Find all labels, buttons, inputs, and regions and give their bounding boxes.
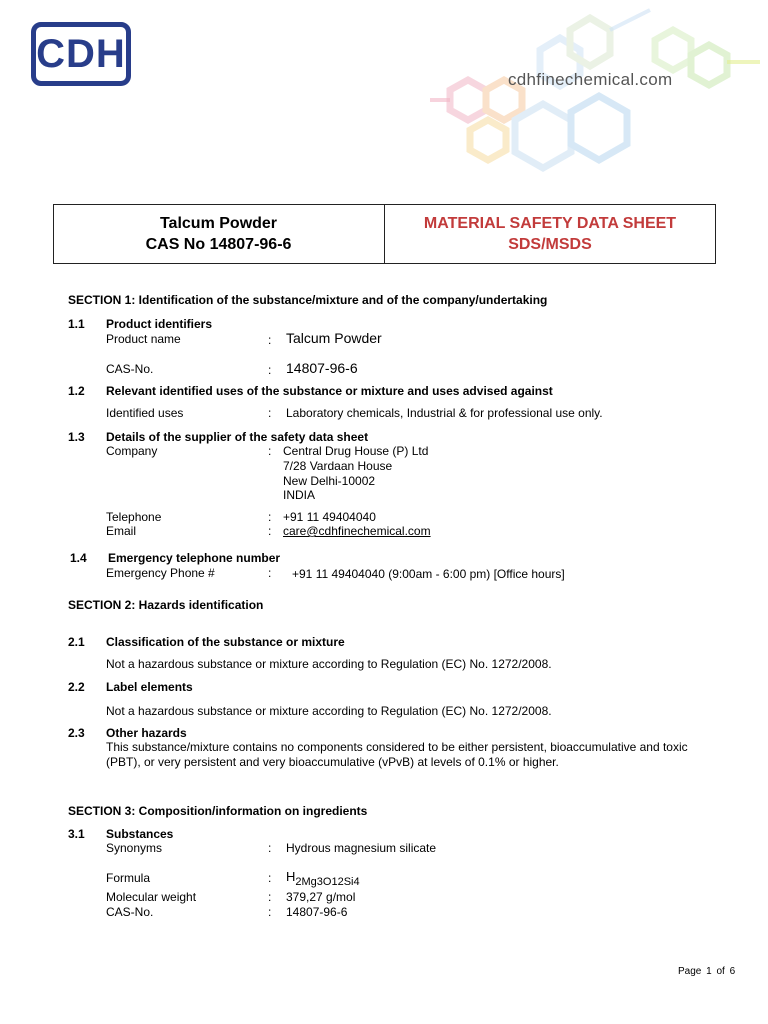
cas-label-s3: CAS-No. bbox=[106, 905, 154, 919]
colon: : bbox=[268, 871, 272, 885]
s12-number: 1.2 bbox=[68, 384, 85, 398]
email-label: Email bbox=[106, 524, 137, 538]
company-label: Company bbox=[106, 444, 158, 458]
website-url: cdhfinechemical.com bbox=[508, 70, 673, 89]
molecular-weight-label: Molecular weight bbox=[106, 890, 197, 904]
colon: : bbox=[268, 406, 272, 420]
colon: : bbox=[268, 363, 272, 377]
s11-number: 1.1 bbox=[68, 317, 85, 331]
colon: : bbox=[268, 566, 272, 580]
product-name-value: Talcum Powder bbox=[286, 330, 382, 346]
s31-number: 3.1 bbox=[68, 827, 85, 841]
s14-title: Emergency telephone number bbox=[108, 551, 281, 565]
synonyms-value: Hydrous magnesium silicate bbox=[286, 841, 437, 855]
section3-heading: SECTION 3: Composition/information on ingredients bbox=[68, 804, 368, 818]
formula-label: Formula bbox=[106, 871, 151, 885]
formula-value bbox=[286, 869, 360, 888]
identified-uses-value: Laboratory chemicals, Industrial & for professional use only. bbox=[286, 406, 603, 420]
company-line-1: Central Drug House (P) Ltd bbox=[283, 444, 429, 458]
page-number: Page 1 of 6 bbox=[678, 966, 736, 977]
colon: : bbox=[268, 841, 272, 855]
s31-title: Substances bbox=[106, 827, 174, 841]
formula-main: H bbox=[286, 869, 296, 884]
product-title: Talcum Powder bbox=[159, 215, 278, 232]
header-product bbox=[53, 213, 384, 255]
s23-title: Other hazards bbox=[106, 726, 187, 740]
s23-text: This substance/mixture contains no components considered to be either persistent, bioaccumulative and toxic (PBT), or very persistent and very bioaccumulative (vPvB) at levels of 0.1% or higher. bbox=[106, 740, 688, 769]
s22-number: 2.2 bbox=[68, 680, 85, 694]
logo-text: CDH bbox=[36, 32, 126, 76]
s13-number: 1.3 bbox=[68, 430, 85, 444]
s11-title: Product identifiers bbox=[106, 317, 213, 331]
msds-title: MATERIAL SAFETY DATA SHEET bbox=[423, 215, 677, 232]
emergency-phone-number: +91 11 49404040 bbox=[292, 567, 385, 581]
emergency-phone-hours: (9:00am - 6:00 pm) [Office hours] bbox=[388, 567, 565, 581]
cas-value: 14807-96-6 bbox=[286, 360, 358, 376]
colon: : bbox=[268, 510, 272, 524]
s23-number: 2.3 bbox=[68, 726, 85, 740]
emergency-phone-label: Emergency Phone # bbox=[106, 566, 215, 580]
product-cas: CAS No 14807-96-6 bbox=[145, 236, 292, 253]
section2-heading: SECTION 2: Hazards identification bbox=[68, 598, 264, 612]
section1-heading: SECTION 1: Identification of the substance/mixture and of the company/undertaking bbox=[68, 293, 548, 307]
colon: : bbox=[268, 444, 272, 458]
formula-subscript: 2Mg3O12Si4 bbox=[295, 876, 360, 888]
molecule-decoration bbox=[420, 0, 768, 200]
s12-title: Relevant identified uses of the substance or mixture and uses advised against bbox=[106, 384, 553, 398]
emergency-phone-value bbox=[292, 567, 565, 581]
cas-value-s3: 14807-96-6 bbox=[286, 905, 348, 919]
company-line-3: New Delhi-10002 bbox=[283, 474, 376, 488]
s21-text: Not a hazardous substance or mixture according to Regulation (EC) No. 1272/2008. bbox=[106, 657, 552, 671]
cas-label: CAS-No. bbox=[106, 362, 154, 376]
msds-subtitle: SDS/MSDS bbox=[508, 236, 592, 253]
synonyms-label: Synonyms bbox=[106, 841, 163, 855]
header-title bbox=[384, 213, 716, 255]
colon: : bbox=[268, 905, 272, 919]
company-line-4: INDIA bbox=[283, 488, 316, 502]
s21-number: 2.1 bbox=[68, 635, 85, 649]
colon: : bbox=[268, 333, 272, 347]
s13-title: Details of the supplier of the safety data sheet bbox=[106, 430, 369, 444]
s22-text: Not a hazardous substance or mixture according to Regulation (EC) No. 1272/2008. bbox=[106, 704, 552, 718]
product-name-label: Product name bbox=[106, 332, 181, 346]
s22-title: Label elements bbox=[106, 680, 193, 694]
colon: : bbox=[268, 524, 272, 538]
s21-title: Classification of the substance or mixture bbox=[106, 635, 345, 649]
telephone-label: Telephone bbox=[106, 510, 162, 524]
colon: : bbox=[268, 890, 272, 904]
identified-uses-label: Identified uses bbox=[106, 406, 184, 420]
molecular-weight-value: 379,27 g/mol bbox=[286, 890, 356, 904]
email-link[interactable]: care@cdhfinechemical.com bbox=[283, 524, 431, 538]
company-line-2: 7/28 Vardaan House bbox=[283, 459, 393, 473]
s14-number: 1.4 bbox=[70, 551, 87, 565]
cdh-logo bbox=[31, 22, 131, 86]
telephone-value: +91 11 49404040 bbox=[283, 510, 376, 524]
